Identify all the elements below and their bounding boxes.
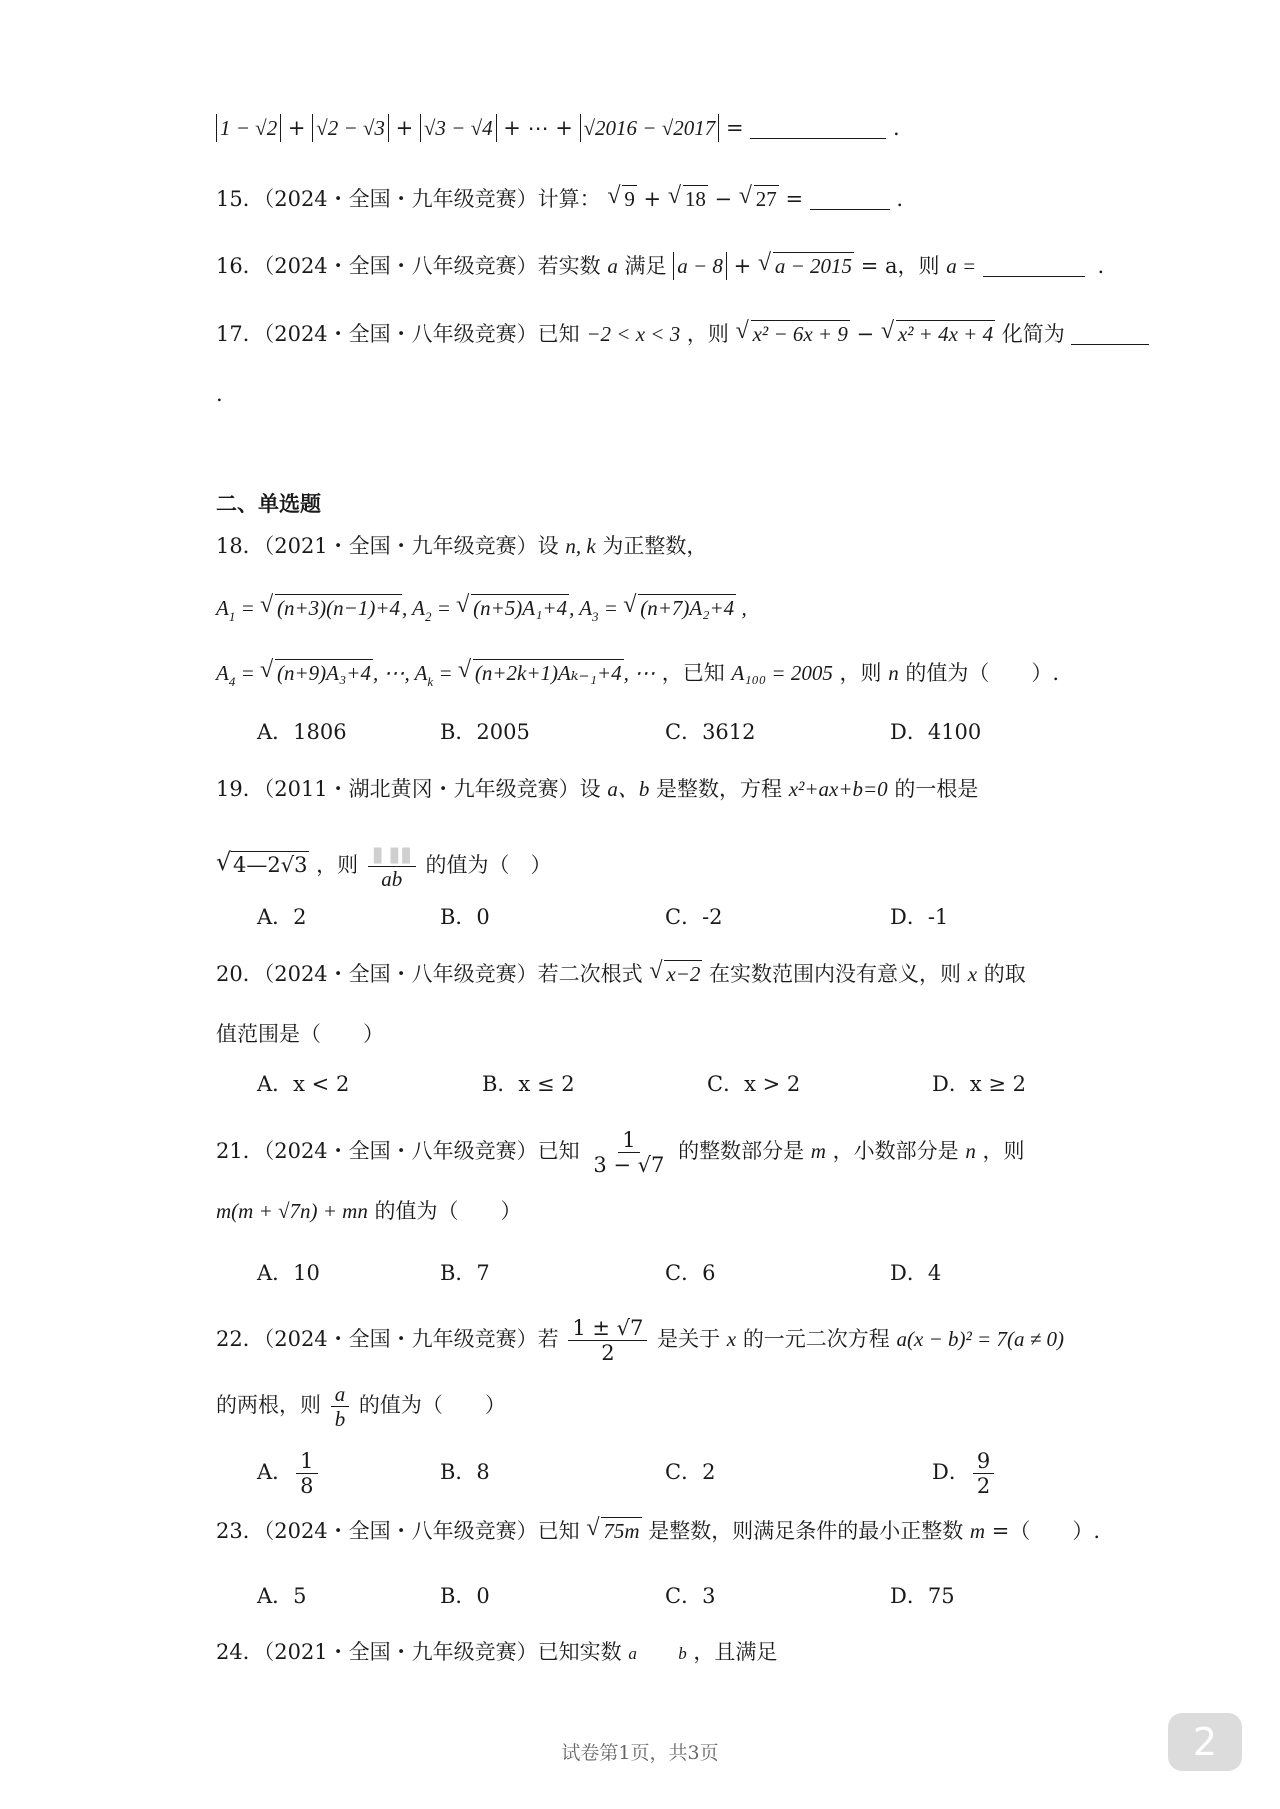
q21-options bbox=[257, 1253, 1157, 1293]
fraction: $\frac{1 \pm √7}{2}$ bbox=[568, 1316, 647, 1365]
question-text-then: ，则 bbox=[316, 853, 359, 877]
sqrt-term: √ (n+2k+1)Aₖ₋₁+4 bbox=[460, 657, 624, 689]
option-c[interactable]: C．x > 2 bbox=[707, 1072, 801, 1096]
given-value: A₁₀₀ = 2005 bbox=[731, 661, 833, 685]
option-a[interactable]: A．1806 bbox=[257, 720, 347, 744]
question-text-suffix: 的取 bbox=[983, 962, 1026, 986]
option-a[interactable]: A．5 bbox=[257, 1584, 307, 1608]
answer-blank bbox=[1071, 320, 1149, 345]
question-text-ask: 的值为（ ） bbox=[425, 853, 552, 877]
question-text: 24．（2021・全国・九年级竞赛）已知实数 bbox=[216, 1640, 622, 1664]
question-24 bbox=[216, 1636, 777, 1670]
option-a[interactable]: A．10 bbox=[257, 1261, 320, 1285]
sqrt-term: √ (n+7)A₂+4 bbox=[625, 592, 736, 624]
sqrt-term: √ 9 bbox=[609, 183, 637, 215]
option-d[interactable]: D． $\frac{9}{2}$ bbox=[932, 1444, 997, 1500]
question-text-mid: 是整数，则满足条件的最小正整数 bbox=[648, 1519, 964, 1543]
question-text-ask: =（ ）. bbox=[991, 1519, 1101, 1543]
sqrt-term: √ 75m bbox=[588, 1515, 641, 1547]
question-text-mid: 在实数范围内没有意义，则 bbox=[709, 962, 962, 986]
end-period: . bbox=[896, 187, 904, 211]
question-text-then: ，则 bbox=[686, 322, 729, 346]
option-b[interactable]: B．0 bbox=[440, 1584, 490, 1608]
variables: n, k bbox=[565, 534, 596, 558]
question-text-mid2: 的一元二次方程 bbox=[742, 1327, 890, 1351]
question-19 bbox=[216, 773, 978, 805]
question-text: 的两根，则 bbox=[216, 1393, 321, 1417]
question-21 bbox=[216, 1128, 1025, 1177]
answer-blank bbox=[750, 114, 886, 139]
ellipsis-term: + ⋯ + bbox=[503, 116, 573, 140]
sqrt-term: √ a − 2015 bbox=[760, 250, 854, 282]
variable-m: m bbox=[810, 1139, 826, 1163]
equation: x²+ax+b=0 bbox=[788, 777, 888, 801]
sqrt-term: √ (n+3)(n−1)+4 bbox=[262, 592, 402, 624]
option-b[interactable]: B．x ≤ 2 bbox=[482, 1072, 575, 1096]
question-text-mid2: ，小数部分是 bbox=[832, 1139, 959, 1163]
question-20 bbox=[216, 958, 1026, 990]
option-b[interactable]: B．2005 bbox=[440, 720, 530, 744]
question-text-mid3: ，则 bbox=[982, 1139, 1025, 1163]
q19-line-2 bbox=[216, 842, 551, 891]
sqrt-term: √ 27 bbox=[741, 183, 779, 215]
answer-variable: a = bbox=[946, 254, 977, 278]
question-text: 23．（2024・全国・八年级竞赛）已知 bbox=[216, 1519, 580, 1543]
q18-formula-line-1: $A_1$ = √ (n+3)(n−1)+4, $A_2$ = √ (n+5)A₁+4, $A_3$ = √ (n+7)A₂+4 , bbox=[216, 592, 747, 633]
question-text-mid: 满足 bbox=[624, 254, 667, 278]
q18-formula-line-2: $A_4$ = √ (n+9)A₃+4, ⋯, $A_k$ = √ (n+2k+1)Aₖ₋₁+4, ⋯ ，已知 A₁₀₀ = 2005 ，则 n 的值为（ ）. bbox=[216, 657, 1059, 698]
abs-term: a − 8 bbox=[673, 252, 727, 280]
question-16: 16．（2024・全国・八年级竞赛）若实数 a 满足 a − 8 + √ a − 2015 = a，则 a = . bbox=[216, 250, 1104, 282]
question-text-eq: = a，则 bbox=[860, 254, 940, 278]
question-text-ask: 的值为（ ） bbox=[374, 1199, 522, 1223]
fraction: $\frac{1}{8}$ bbox=[296, 1449, 317, 1498]
option-b[interactable]: B．8 bbox=[440, 1460, 490, 1484]
question-text: 16．（2024・全国・八年级竞赛）若实数 bbox=[216, 254, 601, 278]
section-heading: 二、单选题 bbox=[216, 492, 321, 516]
sqrt-term: √ (n+5)A₁+4 bbox=[458, 592, 569, 624]
end-period: . bbox=[892, 116, 900, 140]
variable-m: m bbox=[969, 1519, 986, 1543]
variable-n: n bbox=[965, 1139, 976, 1163]
question-text: 21．（2024・全国・八年级竞赛）已知 bbox=[216, 1139, 580, 1163]
question-text-suffix: 为正整数， bbox=[602, 534, 708, 558]
option-a[interactable]: A． $\frac{1}{8}$ bbox=[257, 1444, 321, 1500]
variable-x: x bbox=[967, 962, 978, 986]
q23-options bbox=[257, 1576, 1157, 1616]
question-text: 20．（2024・全国・八年级竞赛）若二次根式 bbox=[216, 962, 643, 986]
question-23 bbox=[216, 1515, 1100, 1547]
question-text: 18．（2021・全国・九年级竞赛）设 bbox=[216, 534, 559, 558]
option-a[interactable]: A．x < 2 bbox=[257, 1072, 350, 1096]
abs-term-1: 1 − √2 bbox=[216, 114, 281, 142]
faded-numerator: ▮ ▮▮ bbox=[368, 842, 416, 867]
option-c[interactable]: C．3612 bbox=[665, 720, 756, 744]
question-text-mid: 是整数，方程 bbox=[656, 777, 783, 801]
variable-b: b bbox=[678, 1644, 687, 1663]
abs-term-2: √2 − √3 bbox=[312, 114, 389, 142]
fraction: $\frac{▮ ▮▮}{ab}$ bbox=[368, 842, 416, 891]
question-text-suffix: ，且满足 bbox=[693, 1640, 778, 1664]
question-text-mid: 的整数部分是 bbox=[678, 1139, 805, 1163]
end-period: . bbox=[1097, 254, 1105, 278]
option-d[interactable]: D．75 bbox=[890, 1584, 955, 1608]
variable-x: x bbox=[726, 1327, 737, 1351]
sqrt-term: √ 18 bbox=[670, 183, 708, 215]
variable-n: n bbox=[888, 661, 899, 685]
question-text: 17．（2024・全国・八年级竞赛）已知 bbox=[216, 322, 580, 346]
fraction: $\frac{9}{2}$ bbox=[973, 1449, 994, 1498]
option-c[interactable]: C．3 bbox=[665, 1584, 716, 1608]
question-17: 17．（2024・全国・八年级竞赛）已知 −2 < x < 3 ，则 √ x² − 6x + 9 − √ x² + 4x + 4 化简为 bbox=[216, 318, 1149, 350]
question-text-ask: ，则 bbox=[839, 661, 882, 685]
variables: a、b bbox=[607, 777, 650, 801]
question-text-ask2: 的值为（ ）. bbox=[905, 661, 1060, 685]
option-d[interactable]: D．4 bbox=[890, 1261, 942, 1285]
abs-term-4: √2016 − √2017 bbox=[580, 114, 720, 142]
option-c[interactable]: C．6 bbox=[665, 1261, 716, 1285]
option-b[interactable]: B．0 bbox=[440, 905, 490, 929]
option-b[interactable]: B．7 bbox=[440, 1261, 490, 1285]
q14-expression: 1 − √2 + √2 − √3 + √3 − √4 + ⋯ + √2016 − √2017 = . bbox=[216, 112, 900, 144]
sqrt-term: √ (n+9)A₃+4 bbox=[262, 657, 373, 689]
sqrt-term: √ x² − 6x + 9 bbox=[738, 318, 850, 350]
condition: −2 < x < 3 bbox=[586, 322, 681, 346]
sqrt-term: √ x² + 4x + 4 bbox=[883, 318, 995, 350]
fraction: $\frac{a}{b}$ bbox=[331, 1382, 350, 1431]
option-c[interactable]: C．2 bbox=[665, 1460, 716, 1484]
q18-options bbox=[257, 712, 1157, 752]
sqrt-root: √ 4—2√3 bbox=[218, 849, 309, 881]
q19-options bbox=[257, 897, 1157, 937]
equation: a(x − b)² = 7(a ≠ 0) bbox=[896, 1327, 1064, 1351]
option-d[interactable]: D．x ≥ 2 bbox=[932, 1072, 1026, 1096]
question-text: 22．（2024・全国・九年级竞赛）若 bbox=[216, 1327, 559, 1351]
abs-term-3: √3 − √4 bbox=[420, 114, 497, 142]
page-number-badge[interactable]: 2 bbox=[1168, 1713, 1242, 1771]
page-footer: 试卷第1页，共3页 bbox=[561, 1742, 719, 1764]
fraction: $\frac{1}{3 - √7}$ bbox=[593, 1128, 665, 1177]
question-text-mid: 是关于 bbox=[657, 1327, 721, 1351]
option-a[interactable]: A．2 bbox=[257, 905, 307, 929]
q20-options bbox=[257, 1064, 1157, 1104]
option-c[interactable]: C．-2 bbox=[665, 905, 723, 929]
answer-blank bbox=[983, 252, 1085, 277]
question-18 bbox=[216, 530, 707, 562]
question-text-known: ，已知 bbox=[661, 661, 725, 685]
question-text: 15．（2024・全国・九年级竞赛）计算： bbox=[216, 187, 601, 211]
question-text-suffix: 化简为 bbox=[1001, 322, 1065, 346]
variable-a: a bbox=[607, 254, 618, 278]
answer-blank bbox=[810, 185, 890, 210]
q20-line-2: 值范围是（ ） bbox=[216, 1022, 384, 1046]
q21-line-2 bbox=[216, 1195, 522, 1227]
expression: m(m + √7n) + mn bbox=[216, 1199, 368, 1223]
question-22 bbox=[216, 1316, 1064, 1365]
equals-sign: = bbox=[725, 116, 744, 140]
option-d[interactable]: D．-1 bbox=[890, 905, 949, 929]
question-15: 15．（2024・全国・九年级竞赛）计算： √ 9 + √ 18 − √ 27 = . bbox=[216, 183, 903, 215]
question-text: 19．（2011・湖北黄冈・九年级竞赛）设 bbox=[216, 777, 601, 801]
question-text-ask: 的值为（ ） bbox=[358, 1393, 506, 1417]
question-text-suffix: 的一根是 bbox=[894, 777, 979, 801]
sqrt-term: √ x−2 bbox=[651, 958, 702, 990]
q17-trailing-dot: . bbox=[216, 382, 223, 406]
variable-a: a bbox=[628, 1644, 637, 1663]
option-d[interactable]: D．4100 bbox=[890, 720, 982, 744]
q22-line-2 bbox=[216, 1382, 506, 1431]
q22-options bbox=[257, 1444, 1157, 1500]
